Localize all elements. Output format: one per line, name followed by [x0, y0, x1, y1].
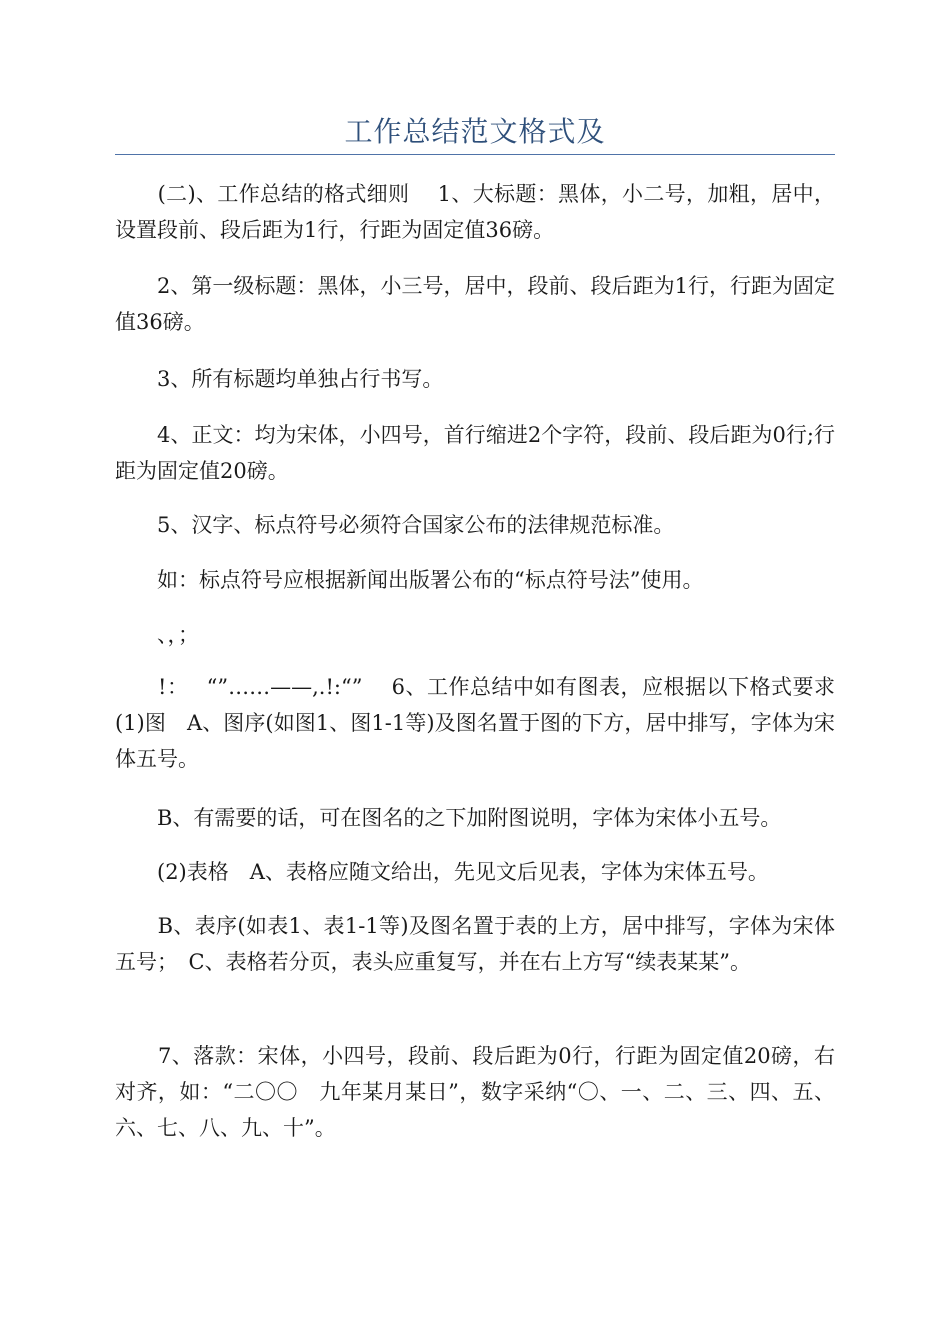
paragraph-table-caption: B、表序(如表1、表1-1等)及图名置于表的上方，居中排写，字体为宋体五号； C、表格若分页，表头应重复写，并在右上方写“续表某某”。: [115, 914, 835, 974]
paragraph-format-rules: (二)、工作总结的格式细则 1、大标题：黑体，小二号，加粗，居中，设置段前、段后距为1行，行距为固定值36磅。: [115, 182, 835, 242]
paragraph-headings-own-line: 3、所有标题均单独占行书写。: [115, 367, 444, 391]
paragraph-body-text: 4、正文：均为宋体，小四号，首行缩进2个字符，段前、段后距为0行;行距为固定值20磅。: [115, 423, 835, 483]
paragraph-signature: 7、落款：宋体，小四号，段前、段后距为0行，行距为固定值20磅，右对齐，如：“二〇〇 九年某月某日”，数字采纳“〇、一、二、三、四、五、六、七、八、九、十”。: [115, 1044, 835, 1140]
paragraph-figures: !： “”……——,.!:“” 6、工作总结中如有图表，应根据以下格式要求 (1)图 A、图序(如图1、图1-1等)及图名置于图的下方，居中排写，字体为宋体五号。: [115, 675, 856, 771]
paragraph-punctuation-example: 如：标点符号应根据新闻出版署公布的“标点符号法”使用。: [115, 568, 704, 592]
paragraph-heading-level-1: 2、第一级标题：黑体，小三号，居中，段前、段后距为1行，行距为固定值36磅。: [115, 274, 835, 334]
paragraph-punctuation-standard: 5、汉字、标点符号必须符合国家公布的法律规范标准。: [115, 513, 675, 537]
paragraph-figure-note: B、有需要的话，可在图名的之下加附图说明，字体为宋体小五号。: [115, 806, 782, 830]
paragraph-tables: (2)表格 A、表格应随文给出，先见文后见表，字体为宋体五号。: [115, 860, 769, 884]
paragraph-punctuation-marks: 、，；: [115, 623, 199, 647]
title-underline: [115, 154, 835, 155]
document-title: 工作总结范文格式及: [344, 115, 606, 148]
